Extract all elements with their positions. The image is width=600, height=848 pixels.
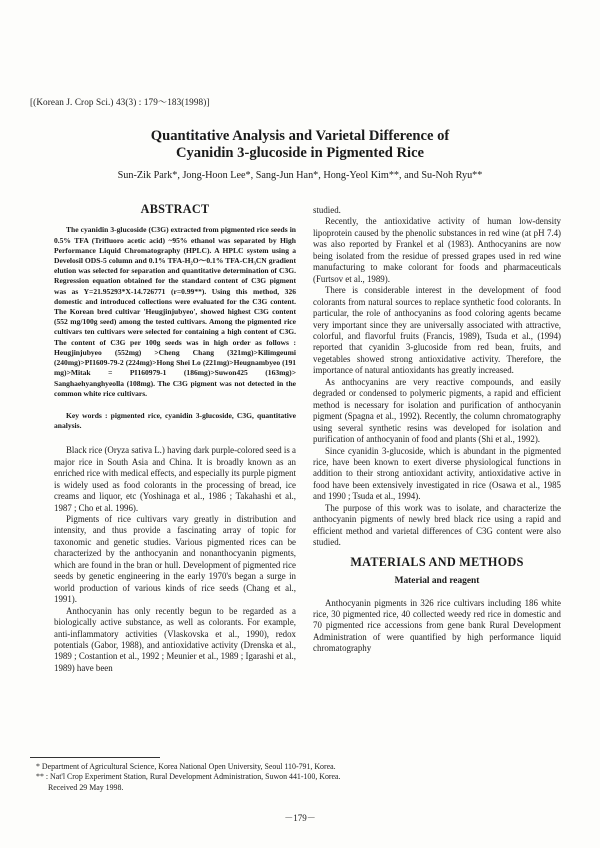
footnote-affiliation-1: * Department of Agricultural Science, Korea National Open University, Seoul 110-791, Korea.	[36, 762, 336, 771]
keywords: Key words : pigmented rice, cyanidin 3-glucoside, C3G, quantitative analysis.	[54, 410, 296, 431]
material-subheading: Material and reagent	[394, 576, 480, 587]
body-paragraph: Recently, the antioxidative activity of human low-density lipoprotein caused by the phenolic substances in red wine (at pH 7.4) was also reported by Frankel et al (1983). Anthocyanins are now being isolated from the residue of pressed grapes used in red wine manufacturing to make colorant for foods and pharmaceuticals (Furtsov et al., 1989).	[313, 216, 561, 284]
journal-citation: [(Korean J. Crop Sci.) 43(3) : 179～183(1998)]	[30, 97, 210, 107]
paper-title	[40, 128, 560, 162]
footnote-divider	[30, 757, 160, 758]
right-column	[313, 205, 561, 655]
body-paragraph: studied.	[313, 205, 341, 215]
author-list: Sun-Zik Park*, Jong-Hoon Lee*, Sang-Jun Han*, Hong-Yeol Kim**, and Su-Noh Ryu**	[117, 170, 483, 181]
body-paragraph: As anthocyanins are very reactive compounds, and easily degraded or condensed to polymeric pigments, a rapid and efficient method is necessary for isolation and purification of anthocyanin pigment (Spagna et al., 1992). Recently, the column chromatography using several synthetic resins was developed for isolation and purification of anthocyanin of food and plants (Shi et al., 1992).	[313, 376, 561, 445]
intro-paragraph: Black rice (Oryza sativa L.) having dark purple-colored seed is a major rice in South Asia and China. It is broadly known as an enriched rice with medical effects, and especially its purple pigment is widely used as food colorants in the processing of bread, ice creams and liquor, etc (Yoshinaga et al., 1986 ; Takahashi et al., 1987 ; Cho et al. 1996).	[54, 445, 296, 513]
title-line-1: Quantitative Analysis and Varietal Difference of	[150, 128, 450, 144]
footnotes	[36, 762, 556, 793]
left-column	[54, 200, 296, 674]
title-line-2: Cyanidin 3-glucoside in Pigmented Rice	[175, 145, 425, 161]
footnote-affiliation-2: ** : Nat'l Crop Experiment Station, Rural Development Administration, Suwon 441-100, Korea.	[36, 772, 341, 782]
body-paragraph: The purpose of this work was to isolate, and characterize the anthocyanin pigments of newly bred black rice using a rapid and efficient method and varietal differences of C3G content were also studied.	[313, 502, 561, 548]
body-paragraph: There is considerable interest in the development of food colorants from natural sources to replace synthetic food colorants. In particular, the role of anthocyanins as food coloring agents became very important since they are universally associated with attractive, colorful, and flavorful fruits (Francis, 1989), Tsuda et al., (1994) reported that cyanidin 3-glucoside from red bean, fruits, and vegetables showed strong antioxidative activity. Therefore, the importance of natural antioxidants has greatly increased.	[313, 285, 561, 376]
body-paragraph: Since cyanidin 3-glucoside, which is abundant in the pigmented rice, have been known to exert diverse physiological functions in addition to their strong antioxidant activity, antioxidative active in food have been extensively investigated in rice (Osawa et al., 1985 and 1990 ; Tsuda et al., 1994).	[313, 445, 561, 502]
methods-heading: MATERIALS AND METHODS	[350, 554, 524, 569]
footnote-received: Received 29 May 1998.	[48, 782, 124, 792]
intro-paragraph: Pigments of rice cultivars vary greatly in distribution and intensity, and thus provide a fascinating array of topic for taxonomic and genetic studies. Various pigmented rices can be characterized by the anthocyanin and nonanthocyanin pigments, which are found in the bran or hull. Development of pigmented rice seeds by genetic engineering in the early 1970's began a surge in world production of various kinds of rice seeds (Chang et al., 1991).	[54, 514, 296, 605]
page-number: －179－	[284, 813, 316, 823]
abstract-text: The cyanidin 3-glucoside (C3G) extracted from pigmented rice seeds in 0.5% TFA (Trifluoro acetic acid) ~95% ethanol was separated by High Performance Liquid Chromatography (HPLC). A HPLC system using a Develosil ODS-5 column and 0.1% TFA-H₂O～0.1% TFA-CH₃CN gradient elution was selected for separation and quantitative determination of C3G. Regression equation obtained for the standard content of C3G pigment was as Y=21.95293*X-14.726771 (r=0.99**). Using this method, 326 domestic and introduced collections were evaluated for the C3G content. The Korean bred cultivar 'Heugjinjubyeo', showed highest C3G content (552 mg/100g seed) among the tested cultivars. Among the pigmented rice cultivars ten cultivars were selected for containing a high content of C3G. The content of C3G per 100g seeds was in high order as follows : Heugjinjubyeo (552mg) >Cheng Chang (321mg)>Kilimgeumi (240mg)>PI1609-79-2 (224mg)>Hong Shei Lo (221mg)>Heugnambyeo (191 mg)>Mitak = PI160979-1 (186mg)>Suwon425 (163mg)> Sanghaehyanghyeolla (108mg). The C3G pigment was not detected in the common white rice cultivars.	[54, 225, 296, 398]
abstract-heading: ABSTRACT	[140, 202, 210, 216]
methods-paragraph: Anthocyanin pigments in 326 rice cultivars including 186 white rice, 30 pigmented rice, 40 collected weedy red rice in domestic and 70 pigmented rice accessions from gene bank Rural Development Administration of were quantified by high performance liquid chromatography	[313, 597, 561, 654]
intro-paragraph: Anthocyanin has only recently begun to be regarded as a biologically active substance, as well as colorants. For example, anti-inflammatory activities (Vlaskovska et al., 1990), redox potentials (Gabor, 1988), and antioxidative activity (Drenska et al., 1989 ; Costantion et al., 1992 ; Meunier et al., 1989 ; Igarashi et al., 1989) have been	[54, 605, 296, 673]
